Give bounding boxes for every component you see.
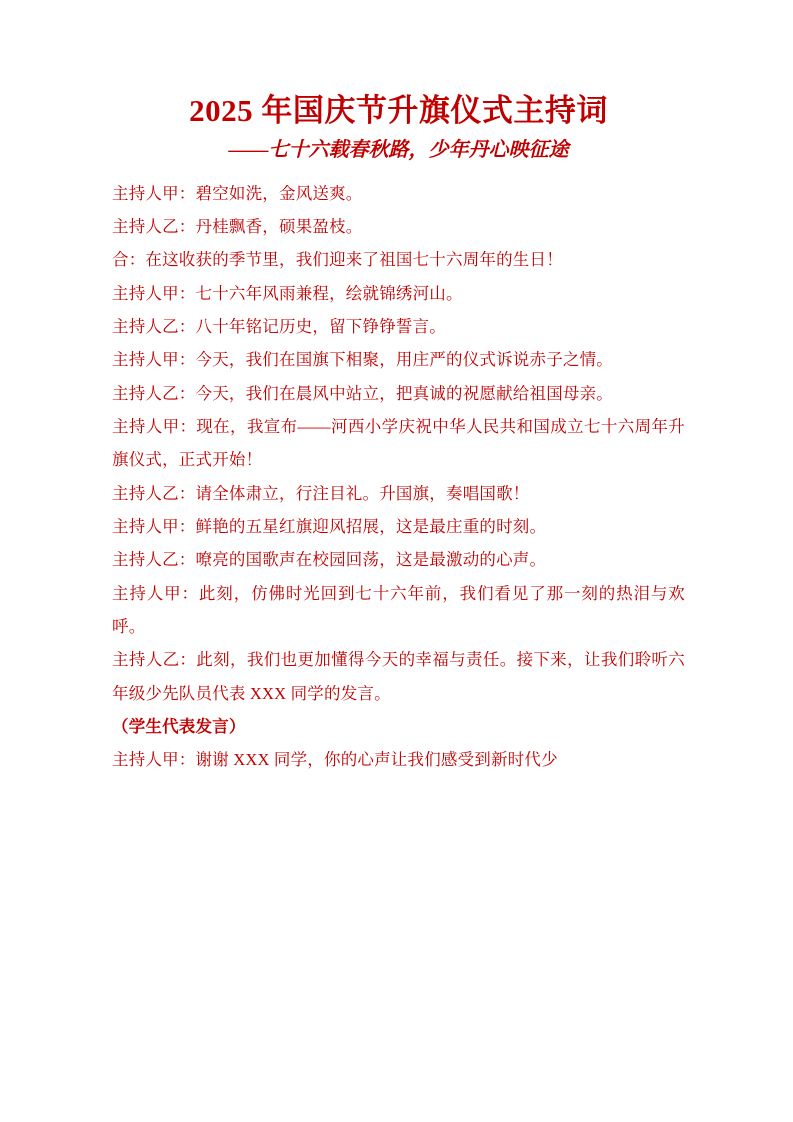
paragraph: 主持人甲：现在，我宣布——河西小学庆祝中华人民共和国成立七十六周年升旗仪式，正式开始！	[112, 417, 685, 470]
paragraph: 主持人甲：碧空如洗，金风送爽。	[112, 183, 363, 203]
paragraph: 主持人甲：鲜艳的五星红旗迎风招展，这是最庄重的时刻。	[112, 517, 547, 537]
document-body	[112, 177, 685, 777]
paragraph: 主持人甲：今天，我们在国旗下相聚，用庄严的仪式诉说赤子之情。	[112, 350, 613, 370]
paragraph: 主持人甲：此刻，仿佛时光回到七十六年前，我们看见了那一刻的热泪与欢呼。	[112, 583, 685, 637]
paragraph: 合：在这收获的季节里，我们迎来了祖国七十六周年的生日！	[112, 250, 563, 270]
paragraph: 主持人甲：谢谢 XXX 同学，你的心声让我们感受到新时代少	[112, 750, 558, 770]
page-subtitle: ——七十六载春秋路，少年丹心映征途	[228, 138, 569, 161]
page-title: 2025 年国庆节升旗仪式主持词	[189, 93, 608, 128]
paragraph: 主持人乙：嘹亮的国歌声在校园回荡，这是最激动的心声。	[112, 550, 547, 570]
paragraph: 主持人乙：此刻，我们也更加懂得今天的幸福与责任。接下来，让我们聆听六年级少先队员代表 XXX 同学的发言。	[112, 650, 685, 703]
paragraph: 主持人乙：请全体肃立，行注目礼。升国旗，奏唱国歌！	[112, 483, 530, 503]
paragraph: 主持人乙：今天，我们在晨风中站立，把真诚的祝愿献给祖国母亲。	[112, 383, 613, 403]
paragraph-stage-direction: （学生代表发言）	[112, 717, 246, 736]
paragraph: 主持人乙：八十年铭记历史，留下铮铮誓言。	[112, 317, 446, 337]
paragraph: 主持人乙：丹桂飘香，硕果盈枝。	[112, 217, 363, 237]
paragraph: 主持人甲：七十六年风雨兼程，绘就锦绣河山。	[112, 283, 463, 303]
